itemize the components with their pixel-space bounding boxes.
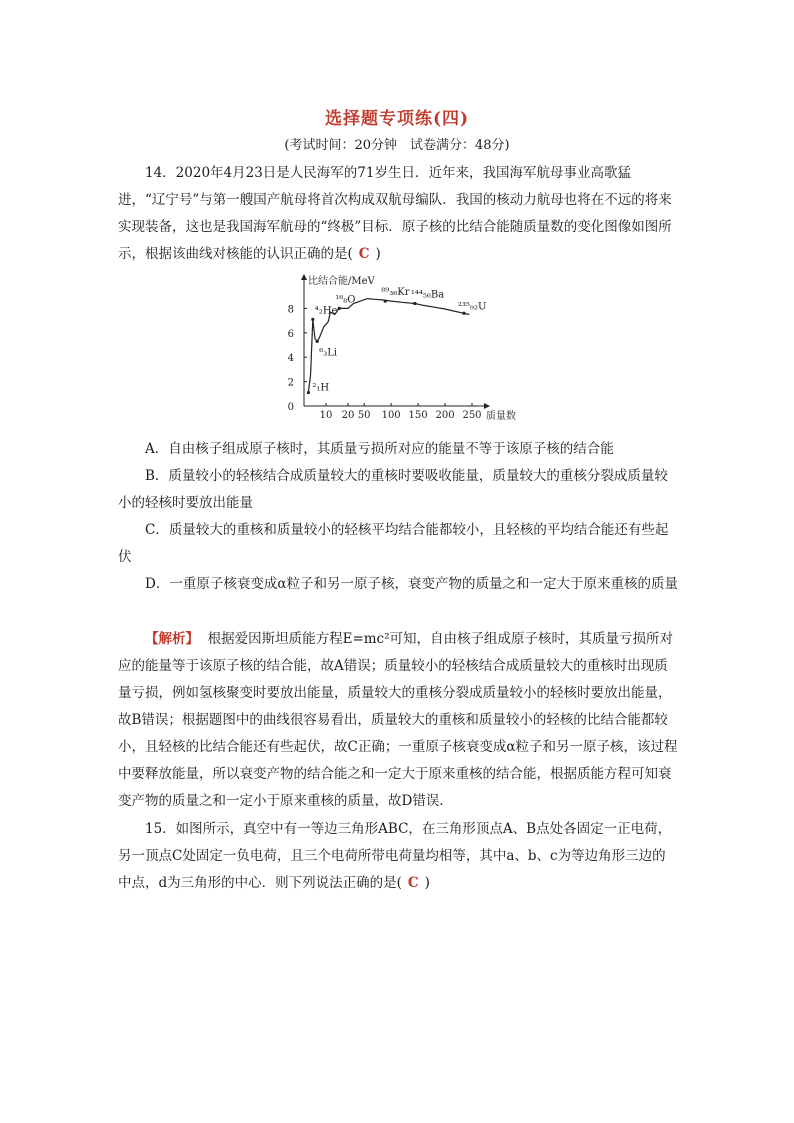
y-tick-label: 8 xyxy=(287,304,294,316)
question-15-answer: C xyxy=(407,875,419,891)
nuclide-point xyxy=(311,318,314,321)
binding-energy-chart xyxy=(268,272,516,422)
option-b-text: B．质量较小的轻核结合成质量较大的重核时要吸收能量，质量较大的重核分裂成质量较小的轻核时要放出能量 xyxy=(118,468,668,511)
x-tick-label: 10 xyxy=(319,410,333,421)
y-tick-label: 6 xyxy=(287,328,294,340)
page-title: 选择题专项练(四) xyxy=(324,109,470,129)
analysis-label: 【解析】 xyxy=(145,631,199,647)
analysis xyxy=(118,626,678,815)
x-tick-label: 200 xyxy=(435,410,455,421)
y-axis-arrow xyxy=(301,274,307,280)
analysis-text: 根据爱因斯坦质能方程E=mc²可知，自由核子组成原子核时，其质量亏损所对应的能量等于该原子核的结合能，故A错误；质量较小的轻核结合成质量较大的重核时出现质量亏损，例如氢核聚变时要放出能量，质量较大的重核分裂成质量较小的轻核时要放出能量，故B错误；根据题图中的曲线很容易看出，质量较大的重核和质量较小的轻核的比结合能都较小，且轻核的比结合能还有些起伏，故C正确；一重原子核衰变成α粒子和另一原子核，该过程中要释放能量，所以衰变产物的结合能之和一定大于原来重核的结合能，根据质能方程可知衰变产物的质量之和一定小于原来重核的质量，故D错误． xyxy=(118,631,678,809)
y-tick-label: 2 xyxy=(287,377,294,389)
x-tick-label: 50 xyxy=(357,410,371,421)
y-tick-label: 4 xyxy=(287,353,294,365)
x-tick-label: 20 xyxy=(341,410,355,421)
nuclide-point xyxy=(338,307,341,310)
question-15-close: ) xyxy=(424,875,430,891)
nuclide-label: ²₁H xyxy=(312,382,330,394)
option-c xyxy=(118,517,678,571)
question-15-text: 15．如图所示，真空中有一等边三角形ABC，在三角形顶点A、B点处各固定一正电荷，另一顶点C处固定一负电荷，且三个电荷所带电荷量均相等，其中a、b、c为等边角形三边的中点，d为三角形的中心．则下列说法正确的是( xyxy=(118,821,672,891)
nuclide-label: ⁸⁹₃₆Kr xyxy=(381,287,410,299)
option-a: A．自由核子组成原子核时，其质量亏损所对应的能量不等于该原子核的结合能 xyxy=(145,441,614,457)
option-d-text: D．一重原子核衰变成α粒子和另一原子核，衰变产物的质量之和一定大于原来重核的质量 xyxy=(145,576,678,592)
nuclide-label: ⁶₃Li xyxy=(319,347,338,359)
x-tick-label: 100 xyxy=(381,410,401,421)
nuclide-label: ¹⁶₈O xyxy=(335,294,356,306)
question-14-text: 14．2020年4月23日是人民海军的71岁生日．近年来，我国海军航母事业高歌猛进，“辽宁号”与第一艘国产航母将首次构成双航母编队．我国的核动力航母也将在不远的将来实现装备，这也是我国海军航母的“终极”目标．原子核的比结合能随质量数的变化图像如图所示，根据该曲线对核能的认识正确的是( xyxy=(118,165,672,262)
x-axis-label: 质量数 xyxy=(486,411,516,422)
option-c-text: C．质量较大的重核和质量较小的轻核平均结合能都较小，且轻核的平均结合能还有些起伏 xyxy=(118,522,669,565)
option-b xyxy=(118,463,678,517)
y-tick-label: 0 xyxy=(287,402,294,413)
nuclide-point xyxy=(307,391,310,394)
nuclide-label: ²³⁵₉₂U xyxy=(457,301,487,313)
x-axis-arrow xyxy=(484,403,490,409)
nuclide-point xyxy=(413,302,416,305)
question-14-answer: C xyxy=(358,246,370,262)
nuclide-point xyxy=(384,299,387,302)
page-subtitle: (考试时间：20分钟 试卷满分：48分) xyxy=(284,138,510,153)
question-15 xyxy=(118,816,678,897)
question-14-close: ) xyxy=(375,246,381,262)
option-d xyxy=(118,571,678,598)
nuclide-point xyxy=(316,340,319,343)
x-tick-label: 250 xyxy=(462,410,482,421)
nuclide-label: ⁴₂He xyxy=(314,305,338,317)
nuclide-label: ¹⁴⁴₅₆Ba xyxy=(410,289,445,301)
y-axis-label: 比结合能/MeV xyxy=(308,276,375,287)
question-14 xyxy=(118,160,678,268)
x-tick-label: 150 xyxy=(408,410,428,421)
